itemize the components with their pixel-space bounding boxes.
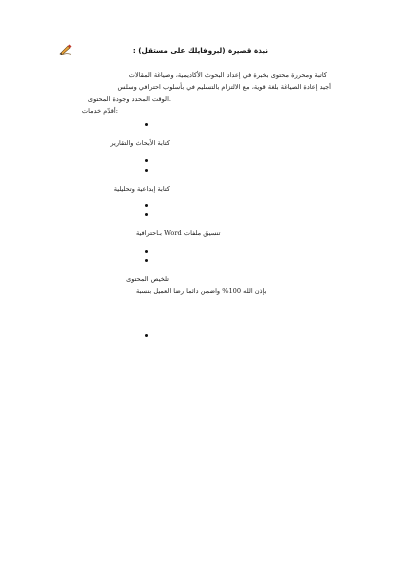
list-bullet — [145, 334, 148, 337]
closing-line: بإذن الله 100% واضمن دائما رضا العميل بنسبة — [136, 287, 267, 295]
service-item-3: بـاحترافية Word تنسيق ملفات — [136, 229, 221, 237]
service-item-4: تلخيص المحتوى — [126, 275, 169, 283]
service-item-1: كتابة الأبحاث والتقارير — [110, 139, 170, 147]
list-bullet — [145, 204, 148, 207]
intro-line-3: .الوقت المحدد وجودة المحتوى — [87, 95, 171, 103]
list-bullet — [145, 123, 148, 126]
intro-line-4: :أقدّم خدمات — [81, 107, 118, 115]
list-bullet — [145, 250, 148, 253]
section-heading: نبذة قصيرة (لبروفايلك على مستقل) : — [132, 46, 268, 55]
pen-writing-icon — [59, 44, 72, 55]
intro-line-1: كاتبة ومحررة محتوى بخبرة في إعداد البحوث الأكاديمية، وصياغة المقالات — [128, 71, 327, 79]
list-bullet — [145, 213, 148, 216]
list-bullet — [145, 159, 148, 162]
service-item-2: كتابة إبداعية وتحليلية — [113, 185, 170, 193]
intro-line-2: أجيد إعادة الصياغة بلغة قوية، مع الالتزام بالتسليم في بأسلوب احترافي وسلس — [117, 83, 331, 91]
list-bullet — [145, 259, 148, 262]
list-bullet — [145, 169, 148, 172]
